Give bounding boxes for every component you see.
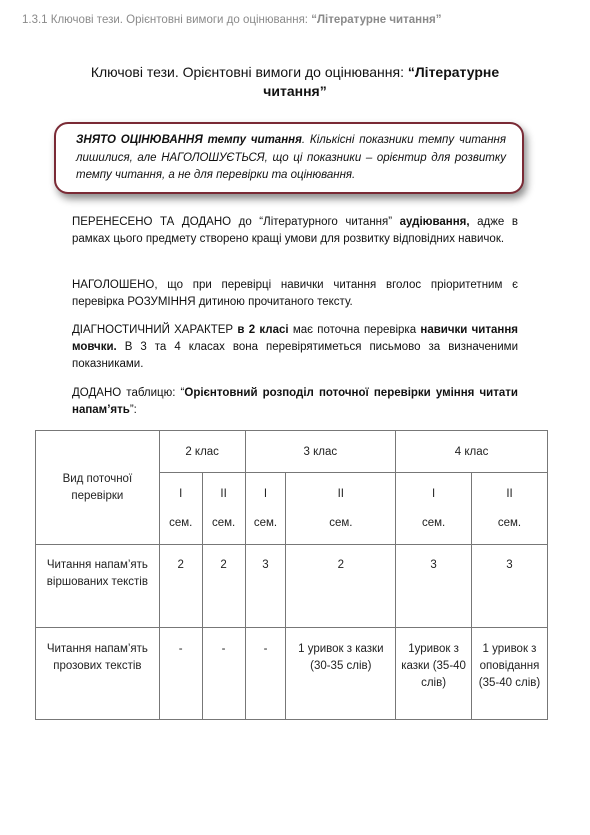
semester-label: сем.: [253, 517, 278, 529]
table-row: [36, 628, 548, 720]
semester-label: сем.: [211, 517, 236, 529]
semester-number: ІІ: [220, 488, 227, 500]
table-cell: 1 уривок з оповідання (35-40 слів): [472, 628, 548, 720]
p2-text: НАГОЛОШЕНО, що при перевірці навички читання вголос пріоритетним є перевірка РОЗУМІННЯ дитиною прочитаного тексту.: [72, 279, 518, 308]
table-cell: -: [245, 628, 286, 720]
semester-number: І: [179, 488, 183, 500]
semester-cell: [286, 473, 396, 545]
semester-number: І: [431, 488, 436, 500]
semester-label: сем.: [169, 517, 193, 529]
table-cell: 1уривок з казки (35-40 слів): [396, 628, 472, 720]
header-prefix: 1.3.1 Ключові тези. Орієнтовні вимоги до оцінювання:: [22, 14, 312, 26]
semester-label: сем.: [421, 517, 446, 529]
semester-cell: [159, 473, 202, 545]
table-cell: 1 уривок з казки (30-35 слів): [286, 628, 396, 720]
table-cell: -: [202, 628, 245, 720]
p4-text-c: ”:: [129, 404, 137, 416]
p3-text-a: ДІАГНОСТИЧНИЙ ХАРАКТЕР: [72, 324, 238, 336]
memorization-table: [35, 430, 548, 720]
table-cell: -: [159, 628, 202, 720]
semester-label: сем.: [497, 517, 522, 529]
title-text: Ключові тези. Орієнтовні вимоги до оцінювання:: [90, 64, 408, 80]
table-cell: 3: [245, 545, 286, 628]
p4-bold: Орієнтовний розподіл поточної перевірки уміння читати напам’ять: [72, 387, 518, 416]
row-label: Читання напам’ять віршованих текстів: [36, 545, 160, 628]
grade-4-header: 4 клас: [396, 431, 548, 473]
semester-label: сем.: [329, 517, 353, 529]
paragraph-table-intro: [72, 385, 518, 419]
table-cell: 2: [159, 545, 202, 628]
grade-2-header: 2 клас: [159, 431, 245, 473]
p1-text-a: ПЕРЕНЕСЕНО ТА ДОДАНО до “Літературного читання”: [72, 216, 400, 228]
table-cell: 3: [396, 545, 472, 628]
semester-cell: [396, 473, 472, 545]
header-subject: “Літературне читання”: [311, 14, 442, 26]
table-row: [36, 545, 548, 628]
semester-number: ІІ: [506, 488, 513, 500]
table-cell: 2: [202, 545, 245, 628]
page-title: [60, 63, 530, 101]
semester-cell: [472, 473, 548, 545]
table-corner-header: Вид поточної перевірки: [36, 431, 160, 545]
grade-3-header: 3 клас: [245, 431, 396, 473]
p1-text-c: адже в рамках цього предмету створено кращі умови для розвитку відповідних навичок.: [72, 216, 518, 245]
p1-bold: аудіювання,: [399, 216, 470, 228]
semester-cell: [202, 473, 245, 545]
p4-text-a: ДОДАНО таблицю: “: [72, 387, 185, 399]
title-subject: “Літературне читання”: [263, 64, 500, 99]
p3-bold-d: навички читання мовчки.: [72, 324, 519, 353]
p3-bold-b: в 2 класі: [237, 324, 289, 336]
p3-text-c: має поточна перевірка: [288, 324, 421, 336]
notice-box: [54, 122, 524, 194]
notice-bold: ЗНЯТО ОЦІНЮВАННЯ темпу читання: [76, 134, 302, 146]
row-label: Читання напам’ять прозових текстів: [36, 628, 160, 720]
running-header: [22, 14, 582, 26]
p3-text-e: В 3 та 4 класах вона перевірятиметься письмово за визначеними показниками.: [72, 341, 518, 370]
semester-number: ІІ: [337, 488, 344, 500]
paragraph-listening: [72, 214, 518, 248]
notice-text: . Кількісні показники темпу читання лишилися, але НАГОЛОШУЄТЬСЯ, що ці показники – орієнтир для розвитку темпу читання, а не для перевірки та оцінювання.: [76, 134, 506, 181]
paragraph-understanding: [72, 277, 518, 311]
semester-cell: [245, 473, 286, 545]
table-cell: 2: [286, 545, 396, 628]
table-cell: 3: [472, 545, 548, 628]
paragraph-diagnostic: [72, 322, 518, 373]
semester-number: І: [263, 488, 268, 500]
